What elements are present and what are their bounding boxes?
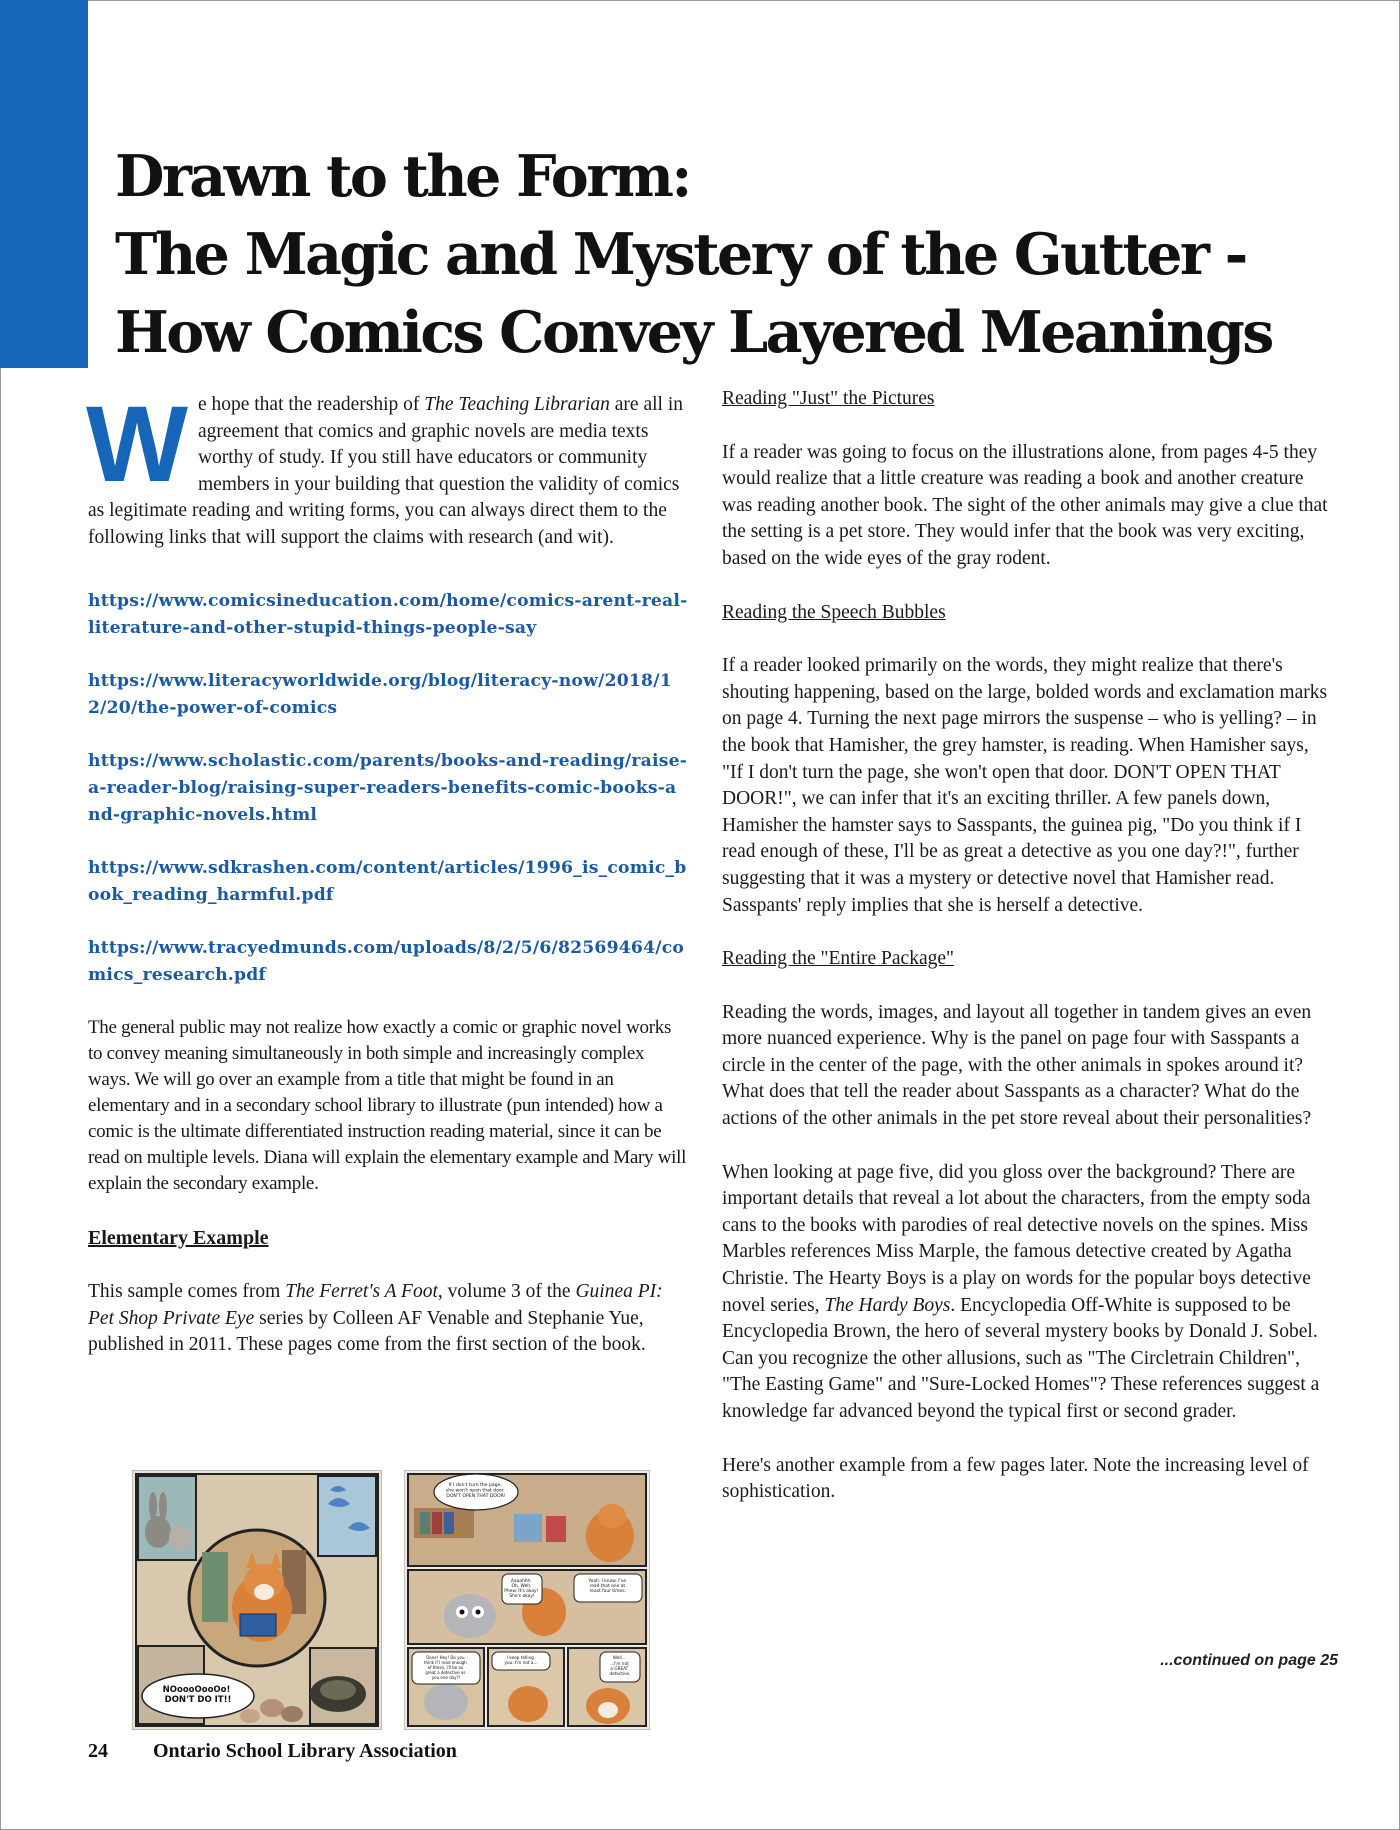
general-paragraph: The general public may not realize how exactly a comic or graphic novel works to convey meaning simultaneously in both simple and increasingly complex ways. We will go over an example from a title that might be found in an elementary and in a secondary school library to illustrate (pun intended) how a comic is the ultimate differentiated instruction reading material, since it can be read on multiple levels. Diana will explain the elementary example and Mary will explain the secondary example. xyxy=(88,1016,687,1194)
comic-bubble-detective: Well... ...I'm not a GREAT detective. xyxy=(609,1655,631,1676)
page-five-text-b: . Encyclopedia Off-White is supposed to be Encyclopedia Brown, the hero of several mystery books by Donald J. Sobel. Can you recognize the other allusions, such as "The Circletrain Children", "The Easting Game" and "Sure-Locked Homes"? These references suggest a knowledge far advanced beyond the typical first or second grader. xyxy=(722,1294,1320,1422)
title-line-2: The Magic and Mystery of the Gutter - xyxy=(115,221,1246,288)
heading-just-pictures: Reading "Just" the Pictures xyxy=(722,388,935,409)
page-number: 24 xyxy=(88,1740,108,1762)
elementary-paragraph xyxy=(88,1279,688,1359)
paragraph-entire-package: Reading the words, images, and layout all together in tandem gives an even more nuanced experience. Why is the panel on page four with Sasspants a circle in the center of the page, with the other animals in spokes around it? What does that tell the reader about Sasspants as a character? What do the actions of the other animals in the pet store reveal about their personalities? xyxy=(722,1001,1312,1130)
continued-notice: ...continued on page 25 xyxy=(1160,1652,1338,1669)
title-line-3: How Comics Convey Layered Meanings xyxy=(115,299,1272,366)
comic-page-4 xyxy=(132,1470,382,1730)
comic-bubble-telling: I keep telling you. I'm not a... xyxy=(504,1655,538,1665)
drop-cap: W xyxy=(86,383,188,504)
title-line-1: Drawn to the Form: xyxy=(115,143,690,210)
comic-page-5 xyxy=(404,1470,650,1730)
left-column xyxy=(86,383,688,1387)
heading-speech-bubbles: Reading the Speech Bubbles xyxy=(722,601,946,623)
publication-name: The Teaching Librarian xyxy=(424,394,610,415)
accent-bar xyxy=(0,0,88,368)
elementary-heading: Elementary Example xyxy=(88,1226,269,1249)
elementary-text-a: This sample comes from xyxy=(88,1281,286,1303)
elementary-text-b: , volume 3 of the xyxy=(437,1281,576,1303)
comic-bubble-shout: NOoooOooOo! DON'T DO IT!! xyxy=(162,1685,232,1705)
comic-bubble-reread: Yeah. I know. I've read that one at least four times. xyxy=(588,1579,627,1594)
link-literacyworldwide[interactable]: https://www.literacyworldwide.org/blog/literacy-now/2018/12/20/the-power-of-comics xyxy=(88,670,672,718)
page-footer xyxy=(88,1740,457,1763)
comic-bubble-door: If I don't turn the page, she won't open that door. DON'T OPEN THAT DOOR! xyxy=(445,1483,506,1499)
link-sdkrashen[interactable]: https://www.sdkrashen.com/content/articles/1996_is_comic_book_reading_harmful.pdf xyxy=(88,857,687,905)
link-tracyedmunds[interactable]: https://www.tracyedmunds.com/uploads/8/2/5/6/82569464/comics_research.pdf xyxy=(88,937,685,985)
comic-bubble-question: Done! Hey! Do you think if I read enough of these, I'll be as great a detective as you one day?! xyxy=(423,1655,467,1680)
organization-name: Ontario School Library Association xyxy=(153,1740,457,1762)
link-item xyxy=(88,668,688,722)
hardy-boys-title: The Hardy Boys xyxy=(824,1294,951,1316)
intro-text-a: e hope that the readership of xyxy=(197,394,425,415)
paragraph-another-example: Here's another example from a few pages later. Note the increasing level of sophistication. xyxy=(722,1454,1309,1503)
book-title: The Ferret's A Foot xyxy=(285,1281,438,1303)
link-item xyxy=(88,935,688,989)
link-item xyxy=(88,855,688,909)
link-scholastic[interactable]: https://www.scholastic.com/parents/books-and-reading/raise-a-reader-blog/raising-super-readers-benefits-comic-books-and-graphic-novels.html xyxy=(88,750,688,825)
heading-entire-package: Reading the "Entire Package" xyxy=(722,948,954,970)
link-item xyxy=(88,748,688,829)
research-links xyxy=(88,588,688,989)
comic-sample-images xyxy=(132,1470,668,1730)
paragraph-page-five xyxy=(722,1160,1332,1426)
paragraph-just-pictures: If a reader was going to focus on the illustrations alone, from pages 4-5 they would realize that a little creature was reading a book and another creature was reading another book. The sight of the other animals may give a clue that the setting is a pet store. They would infer that the book was very exciting, based on the wide eyes of the gray rodent. xyxy=(722,441,1328,569)
right-column xyxy=(722,386,1332,1533)
link-item xyxy=(88,588,688,642)
paragraph-speech-bubbles: If a reader looked primarily on the words, they might realize that there's shouting happening, based on the large, bolded words and exclamation marks on page 4. Turning the next page mirrors the suspense – who is yelling? – in the book that Hamisher, the grey hamster, is reading. When Hamisher says, "If I don't turn the page, she won't open that door. DON'T OPEN THAT DOOR!", we can infer that it's an exciting thriller. A few panels down, Hamisher the hamster says to Sasspants, the guinea pig, "Do you think if I read enough of these, I'll be as great a detective as you one day?!", further suggesting that it was a mystery or detective novel that Hamisher read. Sasspants' reply implies that she is herself a detective. xyxy=(722,655,1328,916)
link-comicsineducation[interactable]: https://www.comicsineducation.com/home/comics-arent-real-literature-and-other-stupid-things-people-say xyxy=(88,590,688,638)
comic-bubble-relief: Aaaahhh. Oh. Well. Phew. It's okay! She's okay! xyxy=(504,1579,539,1599)
article-title xyxy=(115,138,1345,372)
page-five-text-a: When looking at page five, did you gloss over the background? There are important details that reveal a lot about the characters, from the empty soda cans to the books with parodies of real detective novels on the spines. Miss Marbles references Miss Marple, the famous detective created by Agatha Christie. The Hearty Boys is a play on words for the popular boys detective novel series, xyxy=(722,1161,1311,1316)
intro-paragraph xyxy=(86,383,688,552)
elementary-text-c: series by Colleen AF Venable and Stephanie Yue, published in 2011. These pages come from the first section of the book. xyxy=(88,1307,646,1356)
series-title: Guinea PI: Pet Shop Private Eye xyxy=(88,1281,663,1329)
intro-text-b: are all in agreement that comics and graphic novels are media texts worthy of study. If you still have educators or community members in your building that question the validity of comics as legitimate reading and writing forms, you can always direct them to the following links that will support the claims with research (and wit). xyxy=(88,394,683,548)
